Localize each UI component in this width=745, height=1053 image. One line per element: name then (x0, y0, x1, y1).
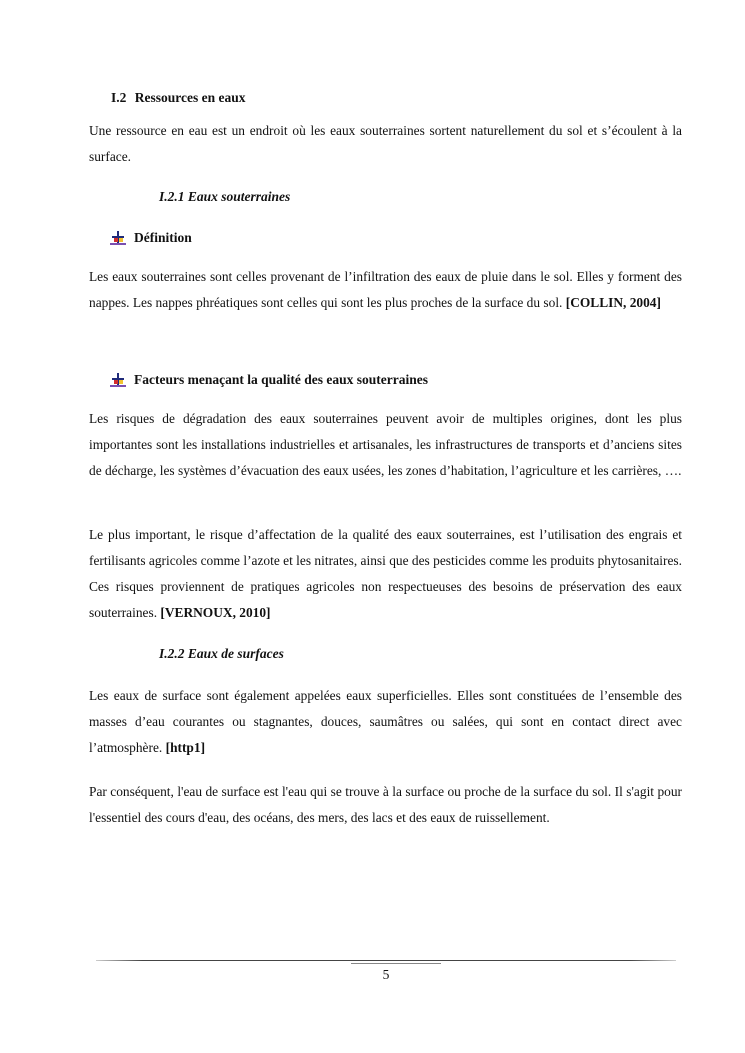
section-number: I.2 (111, 90, 127, 105)
citation-http1: [http1] (165, 740, 206, 755)
factors-paragraph-2-text: Le plus important, le risque d’affectation de la qualité des eaux souterraines, est l’utilisation des engrais et fertilisants agricoles comme l’azote et les nitrates, ainsi que des pesticides comme les produits phytosanitaires. Ces risques proviennent de pratiques agricoles non respectueuses des besoins de préservation des eaux souterraines. (89, 527, 682, 620)
subsection-heading-groundwater: I.2.1 Eaux souterraines (159, 189, 291, 204)
section-heading (111, 88, 246, 108)
bullet-heading-factors-label: Facteurs menaçant la qualité des eaux souterraines (134, 372, 428, 387)
citation-vernoux: [VERNOUX, 2010] (160, 605, 271, 620)
bullet-heading-definition (110, 228, 192, 248)
bullet-heading-factors (110, 370, 428, 390)
page-number: 5 (382, 967, 390, 982)
subsection-heading-surface-water: I.2.2 Eaux de surfaces (159, 646, 284, 661)
bullet-marker-icon (110, 231, 126, 245)
definition-paragraph (89, 264, 682, 316)
surface-water-paragraph-1 (89, 683, 682, 761)
factors-paragraph-2 (89, 522, 682, 626)
factors-paragraph-1: Les risques de dégradation des eaux souterraines peuvent avoir de multiples origines, dont les plus importantes sont les installations industrielles et artisanales, les infrastructures de transports et d’anciens sites de décharge, les systèmes d’évacuation des eaux usées, les zones d’habitation, l’agriculture et les carrières, …. (89, 411, 682, 478)
surface-water-paragraph-2: Par conséquent, l'eau de surface est l'eau qui se trouve à la surface ou proche de la surface du sol. Il s'agit pour l'essentiel des cours d'eau, des océans, des mers, des lacs et des eaux de ruissellement. (89, 784, 682, 825)
section-intro-paragraph: Une ressource en eau est un endroit où les eaux souterraines sortent naturellement du sol et s’écoulent à la surface. (89, 123, 682, 164)
section-title: Ressources en eaux (134, 90, 246, 105)
footer-divider (96, 958, 676, 966)
bullet-heading-definition-label: Définition (134, 230, 192, 245)
definition-text: Les eaux souterraines sont celles provenant de l’infiltration des eaux de pluie dans le sol. Elles y forment des nappes. Les nappes phréatiques sont celles qui sont les plus proches de la surface du sol. (89, 269, 682, 310)
surface-water-paragraph-1-text: Les eaux de surface sont également appelées eaux superficielles. Elles sont constituées de l’ensemble des masses d’eau courantes ou stagnantes, douces, saumâtres ou salées, qui sont en contact direct avec l’atmosphère. (89, 688, 682, 755)
citation-collin: [COLLIN, 2004] (565, 295, 661, 310)
bullet-marker-icon (110, 373, 126, 387)
